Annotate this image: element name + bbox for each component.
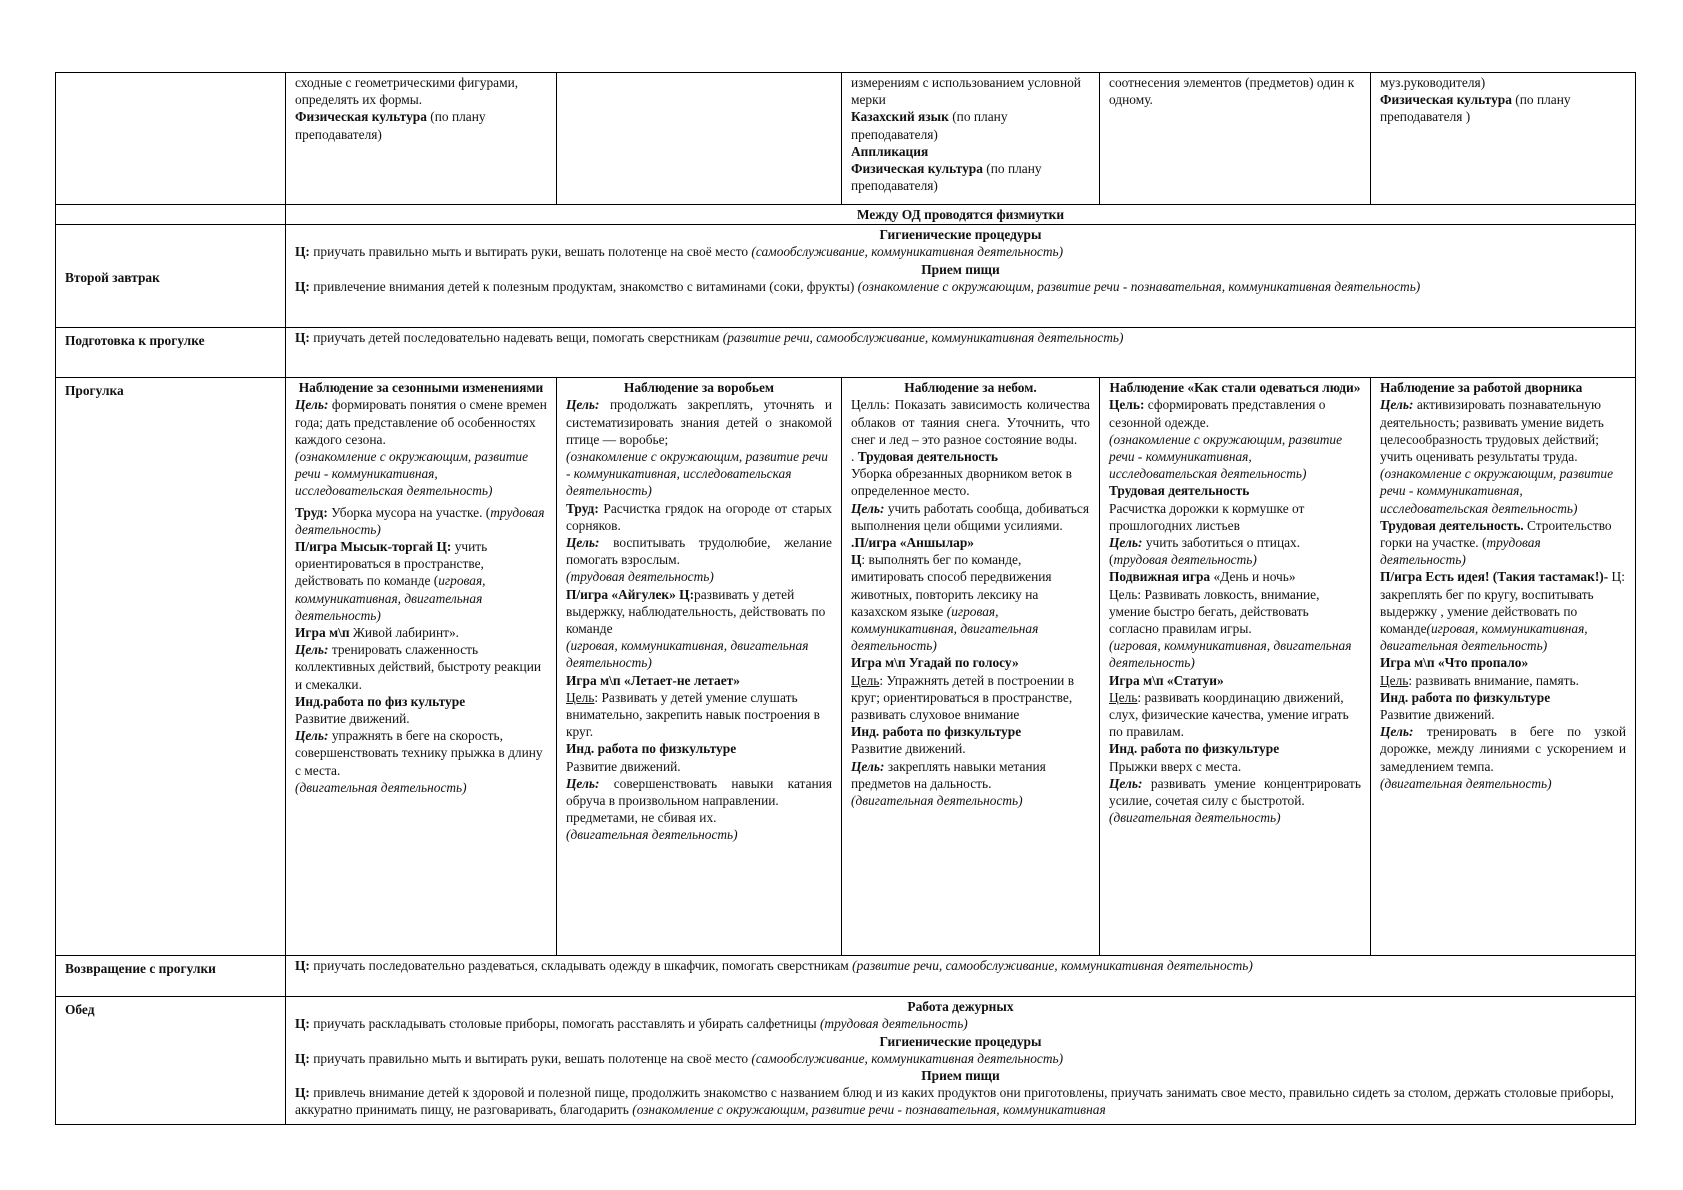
text-run: Цель: bbox=[566, 397, 600, 413]
text-run: Ц bbox=[851, 552, 862, 568]
text-run: Ц: bbox=[295, 1050, 310, 1066]
text-run: Наблюдение за воробьем bbox=[623, 380, 775, 396]
text-line bbox=[295, 396, 547, 448]
text-line bbox=[1380, 723, 1626, 775]
text-run: Гигиенические процедуры bbox=[879, 1033, 1042, 1049]
text-run: Цель: bbox=[1109, 775, 1143, 791]
text-line bbox=[295, 108, 547, 142]
text-line bbox=[295, 74, 547, 108]
text-line bbox=[1109, 396, 1361, 430]
text-run: Развитие движений. bbox=[566, 758, 681, 774]
row-walk bbox=[56, 378, 1636, 956]
text-run: Развитие движений. bbox=[295, 711, 410, 727]
walk-prep-label: Подготовка к прогулке bbox=[56, 328, 286, 378]
text-run: развивать у детей выдержку, наблюдательность, действовать по команде bbox=[566, 586, 826, 637]
text-run: Наблюдение за небом. bbox=[904, 380, 1037, 396]
text-run: Ц: bbox=[295, 278, 310, 294]
text-line bbox=[295, 779, 547, 796]
text-run: (развитие речи, самообслуживание, коммуникативная деятельность) bbox=[852, 958, 1253, 974]
text-run: трудовая деятельность) bbox=[1380, 535, 1541, 568]
text-line bbox=[851, 500, 1090, 534]
text-run: Трудовая деятельность bbox=[1109, 483, 1250, 499]
text-line bbox=[566, 689, 832, 741]
text-line bbox=[1109, 758, 1361, 775]
text-run: (по плану преподавателя ) bbox=[1380, 92, 1571, 125]
row-label bbox=[56, 73, 286, 205]
text-run: продолжать закреплять, уточнять и систематизировать знания детей о знакомой птице — воробье; bbox=[566, 397, 832, 447]
text-line bbox=[851, 160, 1090, 194]
text-line bbox=[1380, 775, 1626, 792]
text-line bbox=[1109, 534, 1361, 568]
text-run: совершенствовать навыки катания обруча в произвольном направлении. bbox=[566, 775, 832, 809]
text-run: Цель: bbox=[295, 642, 329, 658]
text-line bbox=[295, 710, 547, 727]
text-run: Целль: Показать зависимость количества облаков от таяния снега. Уточнить, что снег и лед – это разное состояние воды. bbox=[851, 397, 1090, 447]
text-run: Инд. работа по физкультуре bbox=[851, 724, 1022, 740]
text-run: Между ОД проводятся физмиутки bbox=[856, 207, 1065, 222]
text-run: Игра м\п «Что пропало» bbox=[1380, 655, 1529, 671]
text-line bbox=[295, 727, 547, 779]
text-line bbox=[1109, 740, 1361, 757]
text-line bbox=[295, 1015, 1626, 1032]
text-line bbox=[566, 758, 832, 775]
lunch-label: Обед bbox=[56, 997, 286, 1125]
text-run: измерениям с использованием условной мерки bbox=[851, 75, 1081, 108]
text-run: предметами, не сбивая их. bbox=[566, 810, 717, 826]
text-line bbox=[1380, 706, 1626, 723]
text-run: Ц: bbox=[295, 958, 310, 974]
text-run: Уборка обрезанных дворником веток в определенное место. bbox=[851, 466, 1072, 499]
text-line bbox=[851, 792, 1090, 809]
text-run: (ознакомление с окружающим, развитие речи - коммуникативная, исследовательская деятельность) bbox=[1109, 431, 1343, 482]
text-line bbox=[295, 278, 1626, 295]
text-run: Цель: bbox=[1380, 724, 1414, 740]
text-line bbox=[851, 534, 1090, 551]
text-run: П/игра «Айгулек» Ц: bbox=[566, 586, 695, 602]
text-line bbox=[851, 723, 1090, 740]
text-run: Казахский язык bbox=[851, 109, 949, 125]
text-line bbox=[1380, 396, 1626, 465]
text-run: упражнять в беге на скорость, совершенствовать технику прыжка в длину с места. bbox=[295, 728, 543, 778]
return-cell bbox=[286, 956, 1636, 997]
text-run: (по плану преподавателя) bbox=[851, 109, 1008, 142]
text-run: приучать правильно мыть и вытирать руки, вешать полотенце на своё место bbox=[309, 244, 752, 260]
text-run: Ц: закреплять бег по кругу, воспитывать выдержку , умение действовать по команде bbox=[1380, 569, 1625, 637]
text-run: Цель: bbox=[566, 775, 600, 791]
text-line bbox=[295, 379, 547, 396]
text-run: активизировать познавательную деятельность; развивать умение видеть целесообразность трудовых действий; учить оценивать результаты труда. bbox=[1380, 397, 1604, 465]
text-line bbox=[1109, 672, 1361, 689]
text-line bbox=[1109, 500, 1361, 534]
text-line bbox=[851, 758, 1090, 792]
text-line bbox=[1109, 809, 1361, 826]
text-run: тренировать слаженность коллективных действий, быстроту реакции и смекалки. bbox=[295, 642, 542, 692]
text-run: Трудовая деятельность bbox=[857, 449, 998, 465]
text-run: (развитие речи, самообслуживание, коммуникативная деятельность) bbox=[722, 330, 1124, 346]
text-line bbox=[295, 206, 1626, 223]
text-run: Цель: bbox=[1380, 397, 1414, 413]
text-run: учить работать сообща, добиваться выполнения цели общими усилиями. bbox=[851, 500, 1090, 533]
text-line bbox=[851, 448, 1090, 465]
text-line bbox=[295, 1050, 1626, 1067]
text-run: (двигательная деятельность) bbox=[1109, 810, 1281, 826]
fizminutki-cell bbox=[286, 205, 1636, 225]
text-run: муз.руководителя) bbox=[1380, 75, 1486, 90]
text-line bbox=[1109, 379, 1361, 396]
text-run: (ознакомление с окружающим, развитие речи - коммуникативная, исследовательская деятельность) bbox=[566, 449, 828, 499]
text-line bbox=[566, 448, 832, 500]
text-run: Ц: bbox=[295, 1085, 310, 1101]
text-line bbox=[566, 740, 832, 757]
text-line bbox=[566, 775, 832, 809]
text-run: Гигиенические процедуры bbox=[879, 227, 1042, 243]
text-run: (двигательная деятельность) bbox=[1380, 775, 1552, 791]
text-run: Цель bbox=[566, 689, 595, 705]
text-run: Физическая культура bbox=[851, 161, 983, 177]
text-run: учить заботиться о птицах. ( bbox=[1109, 535, 1301, 568]
text-run: Развитие движений. bbox=[851, 741, 966, 757]
text-run: Подвижная игра bbox=[1109, 569, 1211, 585]
text-run: формировать понятия о смене времен года; дать представление об особенностях каждого сезона. bbox=[295, 397, 547, 447]
text-run: Цель: bbox=[295, 728, 329, 744]
text-run: Труд: bbox=[295, 504, 328, 520]
text-line bbox=[566, 586, 832, 638]
text-run: приучать последовательно раздеваться, складывать одежду в шкафчик, помогать сверстникам bbox=[309, 958, 853, 974]
text-line bbox=[851, 379, 1090, 396]
text-run: Развитие движений. bbox=[1380, 707, 1495, 723]
text-run: (трудовая деятельность) bbox=[566, 569, 714, 585]
activity-cell-4 bbox=[1100, 73, 1371, 205]
text-run: (игровая, коммуникативная, двигательная деятельность) bbox=[1380, 621, 1588, 654]
text-run: игровая, коммуникативная, двигательная деятельность) bbox=[295, 573, 486, 623]
text-line bbox=[1109, 431, 1361, 483]
text-run: . bbox=[851, 449, 858, 465]
row-subjects-end bbox=[56, 73, 1636, 205]
text-line bbox=[566, 672, 832, 689]
text-line bbox=[1109, 637, 1361, 671]
text-run: : развивать координацию движений, слух, физические качества, умение играть по правилам. bbox=[1109, 689, 1349, 740]
text-line bbox=[295, 1067, 1626, 1084]
row-return bbox=[56, 956, 1636, 997]
text-run: .П/игра «Аншылар» bbox=[851, 535, 974, 551]
text-run: Работа дежурных bbox=[907, 999, 1014, 1015]
text-run: «День и ночь» bbox=[1210, 569, 1296, 585]
text-line bbox=[1380, 568, 1626, 654]
text-line bbox=[851, 108, 1090, 142]
text-run: Цель: bbox=[1109, 397, 1145, 413]
text-run: Игра м\п bbox=[295, 625, 350, 641]
text-run: Расчистка дорожки к кормушке от прошлогодних листьев bbox=[1109, 500, 1305, 533]
text-run: тренировать в беге по узкой дорожке, между линиями с ускорением и замедлением темпа. bbox=[1380, 724, 1626, 774]
text-line bbox=[295, 957, 1626, 974]
text-line bbox=[295, 226, 1626, 243]
text-run: Трудовая деятельность. bbox=[1380, 517, 1524, 533]
text-run: : развивать внимание, память. bbox=[1408, 672, 1579, 688]
text-line bbox=[566, 826, 832, 843]
text-line bbox=[851, 143, 1090, 160]
walk-cell-5 bbox=[1371, 378, 1636, 956]
row-lunch bbox=[56, 997, 1636, 1125]
walk-cell-4 bbox=[1100, 378, 1371, 956]
text-run: (трудовая деятельность) bbox=[819, 1016, 968, 1032]
text-line bbox=[295, 641, 547, 693]
text-line bbox=[295, 693, 547, 710]
lunch-cell bbox=[286, 997, 1636, 1125]
text-line bbox=[1109, 74, 1361, 108]
text-run: привлечение внимания детей к полезным продуктам, знакомство с витаминами (соки, фрукты) bbox=[309, 278, 858, 294]
text-line bbox=[295, 624, 547, 641]
text-line bbox=[1380, 74, 1626, 91]
walk-cell-1 bbox=[286, 378, 557, 956]
text-run: приучать детей последовательно надевать вещи, помогать сверстникам bbox=[309, 330, 723, 346]
text-run: : Упражнять детей в построении в круг; ориентироваться в пространстве, развивать слуховое внимание bbox=[851, 672, 1075, 723]
text-run: сформировать представления о сезонной одежде. bbox=[1109, 397, 1326, 430]
text-run: (ознакомление с окружающим, развитие речи - познавательная, коммуникативная bbox=[632, 1102, 1106, 1118]
text-run: (двигательная деятельность) bbox=[851, 793, 1023, 809]
text-run: Аппликация bbox=[851, 143, 929, 159]
text-line bbox=[566, 809, 832, 826]
text-run: : выполнять бег по команде, имитировать способ передвижения животных, повторить лексику на казахском языке bbox=[851, 552, 1052, 619]
text-run: (ознакомление с окружающим, развитие речи - познавательная, коммуникативная деятельность) bbox=[857, 278, 1421, 294]
text-run: трудовая деятельность) bbox=[1113, 552, 1257, 568]
row-label bbox=[56, 205, 286, 225]
text-run: П/игра Есть идея! (Такия тастамак!)- bbox=[1380, 569, 1609, 585]
walk-cell-3 bbox=[842, 378, 1100, 956]
second-breakfast-label: Второй завтрак bbox=[56, 225, 286, 328]
text-run: закреплять навыки метания предметов на дальность. bbox=[851, 758, 1046, 791]
text-run: Расчистка грядок на огороде от старых сорняков. bbox=[566, 500, 832, 533]
text-line bbox=[295, 1084, 1626, 1118]
text-run: Инд.работа по физ культуре bbox=[295, 693, 466, 709]
text-line bbox=[851, 551, 1090, 654]
text-run: Игра м\п Угадай по голосу» bbox=[851, 655, 1019, 671]
text-line bbox=[295, 243, 1626, 260]
text-run: Прием пищи bbox=[921, 1068, 1000, 1084]
text-run: Наблюдение за сезонными изменениями bbox=[298, 380, 544, 396]
text-run: (игровая, коммуникативная, двигательная деятельность) bbox=[1109, 638, 1352, 671]
text-line bbox=[851, 654, 1090, 671]
text-run: Прыжки вверх с места. bbox=[1109, 758, 1242, 774]
text-run: Цель bbox=[1109, 689, 1138, 705]
return-label: Возвращение с прогулки bbox=[56, 956, 286, 997]
text-run: Цель: Развивать ловкость, внимание, умение быстро бегать, действовать согласно правилам игры. bbox=[1109, 586, 1320, 637]
activity-cell-3 bbox=[842, 73, 1100, 205]
text-run: приучать правильно мыть и вытирать руки, вешать полотенце на своё место bbox=[309, 1050, 752, 1066]
text-line bbox=[851, 740, 1090, 757]
text-run: Прием пищи bbox=[921, 261, 1000, 277]
text-run: П/игра Мысык-торгай Ц: bbox=[295, 539, 452, 555]
text-run: Ц: bbox=[295, 330, 310, 346]
text-run: Цель bbox=[1380, 672, 1409, 688]
text-run: (игровая, коммуникативная, двигательная деятельность) bbox=[566, 638, 809, 671]
text-line bbox=[1109, 568, 1361, 585]
text-line bbox=[1380, 465, 1626, 517]
text-run: Цель: bbox=[566, 535, 600, 551]
text-line bbox=[566, 500, 832, 534]
text-run: соотнесения элементов (предметов) один к одному. bbox=[1109, 75, 1355, 108]
text-line bbox=[295, 538, 547, 624]
text-run: Наблюдение «Как стали одеваться люди» bbox=[1109, 380, 1361, 396]
text-line bbox=[1380, 379, 1626, 396]
activity-cell-1 bbox=[286, 73, 557, 205]
text-line bbox=[295, 448, 547, 500]
text-run: Цель: bbox=[851, 758, 885, 774]
text-run: (самообслуживание, коммуникативная деятельность) bbox=[751, 1050, 1064, 1066]
text-run: Ц: bbox=[295, 1016, 310, 1032]
text-run: (двигательная деятельность) bbox=[566, 827, 738, 843]
schedule-table bbox=[55, 72, 1636, 1125]
text-line bbox=[851, 396, 1090, 448]
text-run: Игра м\п «Летает-не летает» bbox=[566, 672, 740, 688]
activity-cell-5 bbox=[1371, 73, 1636, 205]
text-line bbox=[1109, 586, 1361, 638]
text-run: Цель bbox=[851, 672, 880, 688]
text-line bbox=[566, 379, 832, 396]
text-line bbox=[1380, 654, 1626, 671]
text-run: Труд: bbox=[566, 500, 599, 516]
walk-prep-cell bbox=[286, 328, 1636, 378]
text-run: Цель: bbox=[295, 397, 329, 413]
text-run: Инд. работа по физкультуре bbox=[1380, 689, 1551, 705]
text-line bbox=[295, 998, 1626, 1015]
text-line bbox=[1109, 689, 1361, 741]
text-run: Физическая культура bbox=[1380, 92, 1512, 108]
text-line bbox=[295, 329, 1626, 346]
text-run: Строительство горки на участке. ( bbox=[1380, 517, 1612, 551]
text-run: Живой лабиринт». bbox=[349, 625, 460, 641]
walk-cell-2 bbox=[557, 378, 842, 956]
text-run: развивать умение концентрировать усилие, сочетая силу с быстротой. bbox=[1109, 775, 1361, 809]
text-line bbox=[1380, 672, 1626, 689]
text-line bbox=[851, 672, 1090, 724]
text-run: (по плану преподавателя) bbox=[295, 109, 486, 142]
text-run: Уборка мусора на участке. ( bbox=[327, 504, 491, 520]
text-line bbox=[566, 534, 832, 568]
text-run: Цель: bbox=[851, 500, 885, 516]
text-line bbox=[1109, 482, 1361, 499]
text-run: Цель: bbox=[1109, 535, 1143, 551]
row-second-breakfast bbox=[56, 225, 1636, 328]
text-line bbox=[295, 1033, 1626, 1050]
text-run: Физическая культура bbox=[295, 109, 427, 125]
text-line bbox=[295, 504, 547, 538]
text-run: (двигательная деятельность) bbox=[295, 779, 467, 795]
text-run: Инд. работа по физкультуре bbox=[566, 741, 737, 757]
text-run: (ознакомление с окружающим, развитие речи - коммуникативная, исследовательская деятельность) bbox=[295, 449, 529, 499]
text-run: учить ориентироваться в пространстве, действовать по команде ( bbox=[295, 539, 488, 589]
text-line bbox=[1380, 689, 1626, 706]
text-line bbox=[566, 637, 832, 671]
text-line bbox=[566, 568, 832, 585]
text-line bbox=[295, 261, 1626, 278]
text-run: воспитывать трудолюбие, желание помогать взрослым. bbox=[566, 535, 832, 568]
text-run: привлечь внимание детей к здоровой и полезной пище, продолжить знакомство с названием блюд и из каких продуктов они приготовлены, приучать занимать свое место, правильно сидеть за столом, держать столовые приборы, аккуратно принимать пищу, не разговаривать, благодарить bbox=[295, 1085, 1614, 1118]
text-run: (самообслуживание, коммуникативная деятельность) bbox=[751, 244, 1064, 260]
walk-label: Прогулка bbox=[56, 378, 286, 956]
text-line bbox=[851, 74, 1090, 108]
text-line bbox=[1109, 775, 1361, 809]
second-breakfast-cell bbox=[286, 225, 1636, 328]
text-run: Ц: bbox=[295, 244, 310, 260]
text-run: : Развивать у детей умение слушать внимательно, закрепить навык построения в круг. bbox=[566, 689, 820, 740]
row-fizminutki bbox=[56, 205, 1636, 225]
text-run: (ознакомление с окружающим, развитие речи - коммуникативная, исследовательская деятельность) bbox=[1380, 466, 1614, 516]
text-run: Инд. работа по физкультуре bbox=[1109, 741, 1280, 757]
text-line bbox=[1380, 517, 1626, 569]
row-walk-prep bbox=[56, 328, 1636, 378]
text-run: Наблюдение за работой дворника bbox=[1380, 380, 1583, 396]
text-line bbox=[1380, 91, 1626, 125]
text-run: трудовая деятельность) bbox=[295, 504, 545, 537]
text-run: приучать раскладывать столовые приборы, помогать расставлять и убирать салфетницы bbox=[309, 1016, 820, 1032]
text-run: сходные с геометрическими фигурами, определять их формы. bbox=[295, 75, 519, 108]
activity-cell-2 bbox=[557, 73, 842, 205]
text-run: (по плану преподавателя) bbox=[851, 161, 1042, 194]
text-line bbox=[566, 396, 832, 448]
text-run: (игровая, коммуникативная, двигательная деятельность) bbox=[851, 603, 1039, 654]
text-line bbox=[851, 465, 1090, 499]
text-run: Игра м\п «Статуи» bbox=[1109, 672, 1224, 688]
